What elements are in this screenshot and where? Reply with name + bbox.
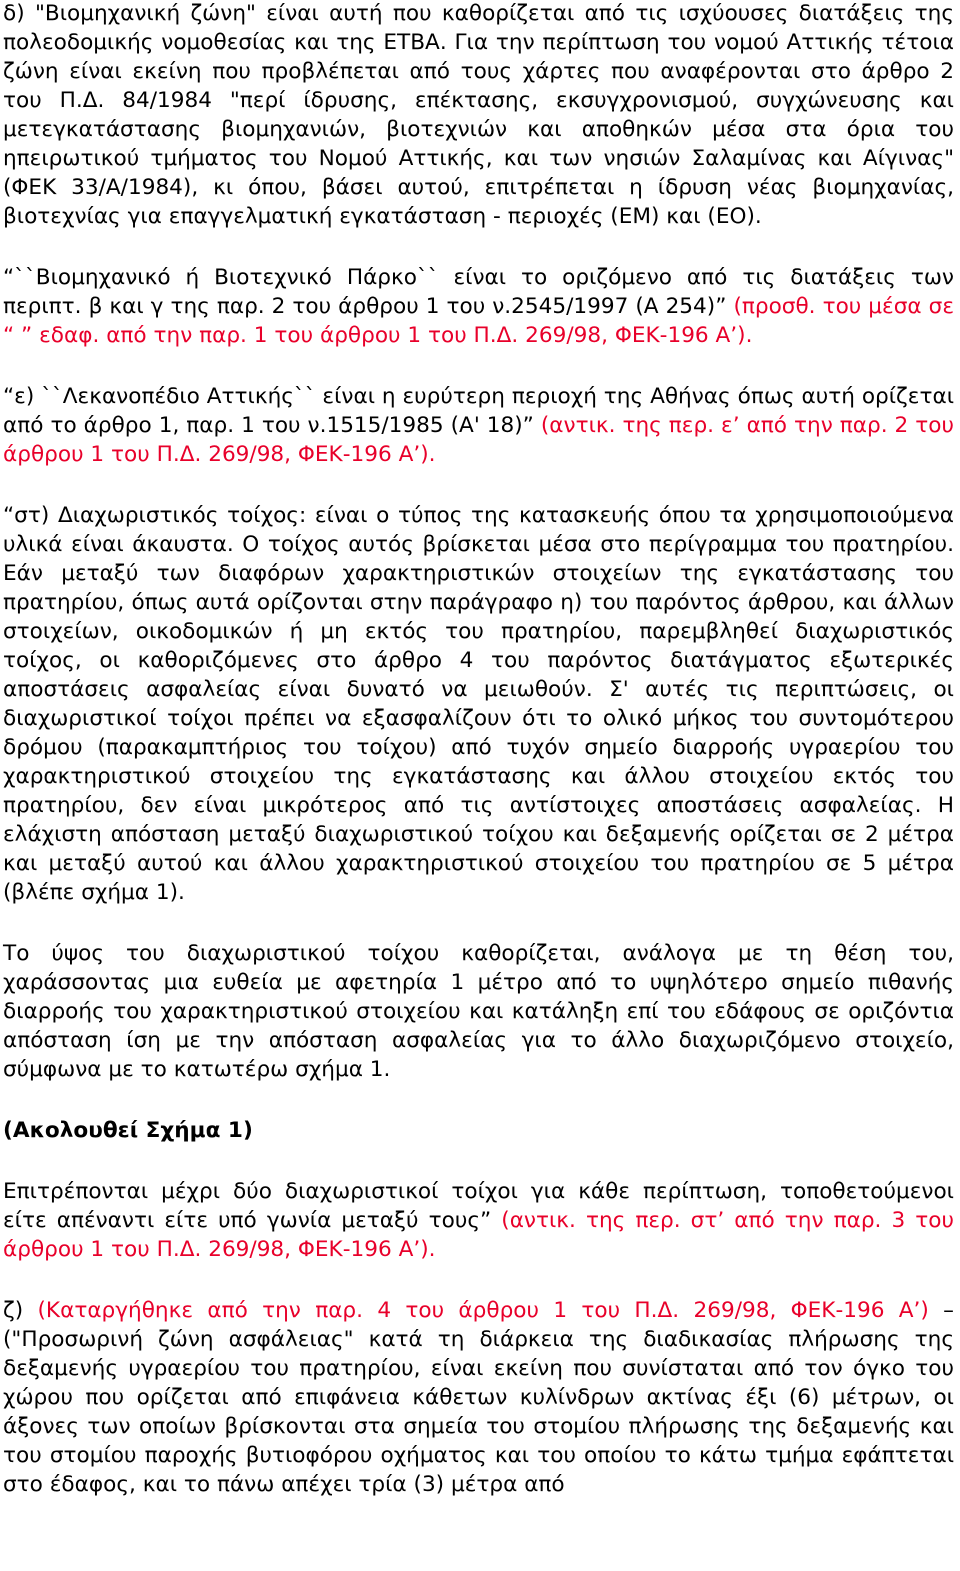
paragraph-st-separating-wall <box>3 501 954 907</box>
document-body <box>3 0 954 1531</box>
paragraph-z-temporary-safety-zone <box>3 1296 954 1499</box>
paragraph-text: – ("Προσωρινή ζώνη ασφάλειας" κατά τη διάρκεια της διαδικασίας πλήρωσης της δεξαμενής υγραερίου του πρατηρίου, είναι εκείνη που συνίσταται από τον όγκο του χώρου που ορίζεται από επιφάνεια κάθετων κυλίνδρων ακτίνας έξι (6) μέτρων, οι άξονες των οποίων βρίσκονται στα σημεία του στομίου πλήρωσης της δεξαμενής και του στομίου παροχής βυτιοφόρου οχήματος και του οποίου το κάτω τμήμα εφάπτεται στο έδαφος, και το πάνω απέχει τρία (3) μέτρα από <box>3 1298 954 1497</box>
paragraph-text: Επιτρέπονται μέχρι δύο διαχωριστικοί τοίχοι για κάθε περίπτωση, τοποθετούμενοι είτε απέναντι είτε υπό γωνία μεταξύ τους” <box>3 1179 954 1233</box>
paragraph-text: Το ύψος του διαχωριστικού τοίχου καθορίζεται, ανάλογα με τη θέση του, χαράσσοντας μια ευθεία με αφετηρία 1 μέτρο από το υψηλότερο σημείο πιθανής διαρροής του χαρακτηριστικού στοιχείου και κατάληξη επί του εδάφους σε οριζόντια απόσταση ίση με την απόσταση ασφαλείας για το άλλο διαχωριζόμενο στοιχείο, σύμφωνα με το κατωτέρω σχήμα 1. <box>3 941 954 1082</box>
paragraph-text: “``Βιομηχανικό ή Βιοτεχνικό Πάρκο`` είναι το οριζόμενο από τις διατάξεις των περιπτ. β και γ της παρ. 2 του άρθρου 1 του ν.2545/1997 (Α 254)” <box>3 265 954 319</box>
amendment-note: (Καταργήθηκε από την παρ. 4 του άρθρου 1 του Π.Δ. 269/98, ΦΕΚ-196 Α’) <box>37 1298 929 1323</box>
figure-reference <box>3 1116 954 1145</box>
paragraph-wall-height <box>3 939 954 1084</box>
paragraph-allowed-walls <box>3 1177 954 1264</box>
paragraph-industrial-park <box>3 263 954 350</box>
amendment-note: (αντικ. της περ. ε’ από την παρ. 2 του άρθρου 1 του Π.Δ. 269/98, ΦΕΚ-196 Α’). <box>3 413 954 467</box>
paragraph-label: ζ) <box>3 1298 24 1323</box>
paragraph-text: “στ) Διαχωριστικός τοίχος: είναι ο τύπος της κατασκευής όπου τα χρησιμοποιούμενα υλικά είναι άκαυστα. Ο τοίχος αυτός βρίσκεται μέσα στο περίγραμμα του πρατηρίου. Εάν μεταξύ των διαφόρων χαρακτηριστικών στοιχείων της εγκατάστασης του πρατηρίου, όπως αυτά ορίζονται στην παράγραφο η) του παρόντος άρθρου, και άλλων στοιχείων, οικοδομικών ή μη εκτός του πρατηρίου, παρεμβληθεί διαχωριστικός τοίχος, οι καθοριζόμενες στο άρθρο 4 του παρόντος διατάγματος εξωτερικές αποστάσεις ασφαλείας είναι δυνατό να μειωθούν. Σ' αυτές τις περιπτώσεις, οι διαχωριστικοί τοίχοι πρέπει να εξασφαλίζουν ότι το ολικό μήκος του συντομότερου δρόμου (παρακαμπτήριος του τοίχου) από τυχόν σημείο διαρροής υγραερίου του χαρακτηριστικού στοιχείου της εγκατάστασης και άλλου στοιχείου εκτός του πρατηρίου, δεν είναι μικρότερος από τις αντίστοιχες αποστάσεις ασφαλείας. Η ελάχιστη απόσταση μεταξύ διαχωριστικού τοίχου και δεξαμενής ορίζεται σε 2 μέτρα και μεταξύ αυτού και άλλου χαρακτηριστικού στοιχείου του πρατηρίου σε 5 μέτρα (βλέπε σχήμα 1). <box>3 503 954 905</box>
figure-reference-text: (Ακολουθεί Σχήμα 1) <box>3 1118 253 1143</box>
amendment-note: (προσθ. του μέσα σε “ ” εδαφ. από την παρ. 1 του άρθρου 1 του Π.Δ. 269/98, ΦΕΚ-196 Α’). <box>3 294 954 348</box>
paragraph-d-industrial-zone <box>3 0 954 231</box>
paragraph-text: “ε) ``Λεκανοπέδιο Αττικής`` είναι η ευρύτερη περιοχή της Αθήνας όπως αυτή ορίζεται από το άρθρο 1, παρ. 1 του ν.1515/1985 (Α' 18)” <box>3 384 954 438</box>
amendment-note: (αντικ. της περ. στ’ από την παρ. 3 του άρθρου 1 του Π.Δ. 269/98, ΦΕΚ-196 Α’). <box>3 1208 954 1262</box>
paragraph-e-attica-basin <box>3 382 954 469</box>
paragraph-text: δ) "Βιομηχανική ζώνη" είναι αυτή που καθορίζεται από τις ισχύουσες διατάξεις της πολεοδομικής νομοθεσίας και της ΕΤΒΑ. Για την περίπτωση του νομού Αττικής τέτοια ζώνη είναι εκείνη που προβλέπεται από τους χάρτες που αναφέρονται στο άρθρο 2 του Π.Δ. 84/1984 "περί ίδρυσης, επέκτασης, εκσυγχρονισμού, συγχώνευσης και μετεγκατάστασης βιομηχανιών, βιοτεχνιών και αποθηκών μέσα στα όρια του ηπειρωτικού τμήματος του Νομού Αττικής, και των νησιών Σαλαμίνας και Αίγινας" (ΦΕΚ 33/Α/1984), κι όπου, βάσει αυτού, επιτρέπεται η ίδρυση νέας βιομηχανίας, βιοτεχνίας για επαγγελματική εγκατάσταση - περιοχές (ΕΜ) και (ΕΟ). <box>3 1 954 229</box>
